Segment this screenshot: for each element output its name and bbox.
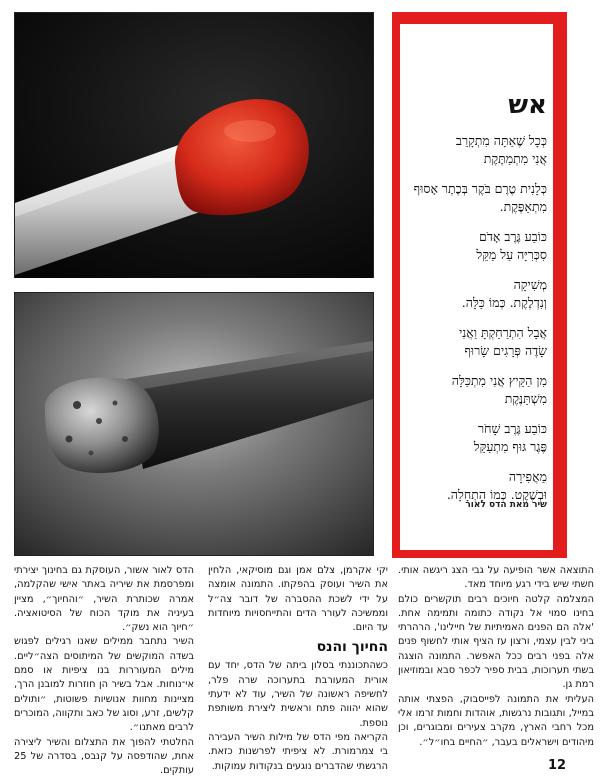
- paragraph: המצלמה קלטה חיוכים רבים תוקשרים כולם בחינו סמוי אל נקודה כתומה ותמימה אחת. 'אלה הם הפנים האמיתיות של חיילינו', הרהרתי ביני לבין עצמי, ורצון עז הציף אותי לחשוף פנים אלה בפני רבים ככל האפשר. התמונה הוצגה בשתי תערוכות, בבית ספיר לכפר סבא ובמוזיאון רמת גן.: [398, 593, 594, 691]
- poem-line: מִשְׁתַּנֶּקֶת: [504, 391, 547, 406]
- article-column-middle: [208, 564, 388, 774]
- poem-panel: [392, 12, 567, 558]
- poem-line: מִתְאַפֶּקֶת.: [499, 199, 547, 214]
- poem-line: וְנִדְלֶקֶת. כְּמוֹ כַּלָּה.: [461, 295, 547, 310]
- poem-line: מִן הַקֵּיץ אֲנִי מִתְכַּלָּה: [451, 373, 547, 388]
- paragraph: הדס לאור אשור, העוסקת גם בחינוך יצירתי ומפרסמת את שיריה באתר אישי שהקלמה, אמרה שכותרת השיר, ״והחיוך״, מציין בעיניה את מוקד הכוח של הסיטואציה. ״חיוך הוא נשק״.: [14, 565, 194, 634]
- paragraph: כשהתכוננתי בסלון ביתה של הדס, יחד עם אורית המעורבת בתערוכה שרה פלר, לחשיפה ראשונה של השיר, עוד לא ידעתי שהוא יהווה פתח וראשית ליצירת משותפת נוספת.: [208, 660, 388, 729]
- section-heading: החיוך והנס: [316, 639, 388, 656]
- paragraph: השיר נתחבר ממילים שאנו רגילים לפגוש בשדה המוקשים של המיתוסים הצה״ליים. מילים המעוררות בנו ציפיות או סמם אי־נוחות. אבל בשיר הן חוזרות למובנן הרך, מציינות מחוות אנושיות פשוטות, ״ותולים קלשים, זרע, וסוג של כאב ותקווה, המוכרים לרבים מאתנו״.: [14, 636, 194, 734]
- poem-line: וּבְשֶׁקֶט. כְּמוֹ הַתְחָלָה.: [446, 487, 547, 502]
- poem-line: כּוֹבַע גֶּרֶב אָדֹם: [479, 229, 547, 244]
- page-number: 12: [548, 758, 567, 773]
- poem-stanza: [399, 324, 547, 360]
- article-column-left: [14, 564, 194, 778]
- article-column-right: [398, 564, 594, 750]
- paragraph: יקי אקרמן, צלם אמן וגם מוסיקאי, הלחין את השיר ועוסק בהפקתו. התמונה אומצה על ידי לשכת ההסברה של דובר צה״ל וממשיכה לעורר הדים והתייחסויות מיוחדות עד היום.: [208, 565, 388, 634]
- poem-title: אש: [508, 90, 547, 120]
- poem-line: כּוֹבַע גֶּרֶב שָׁחֹר: [477, 421, 547, 436]
- poem-line: מַאֲפִירָה: [508, 469, 547, 484]
- poem-line: מְשִׁיקָה: [513, 277, 547, 292]
- poem-stanza: [399, 228, 547, 264]
- paragraph: הקריאה מפי הדס של מילות השיר העבירה בי צמרמורת. לא ציפיתי לפרשנות כזאת. הרגשתי שהדברים נוגעים בנקודות עמוקות.: [208, 731, 388, 772]
- paragraph: התוצאה אשר הופיעה על גבי הצג ריגשה אותי. חשתי שיש בידי רגע מיוחד מאד.: [398, 565, 594, 591]
- poem-stanza: [399, 372, 547, 408]
- poem-stanza: [399, 180, 547, 216]
- poem-line: שָׂדֶה פְּרָגִים שָׂרוּף: [464, 343, 547, 358]
- poem-stanza: [399, 132, 547, 168]
- poem-line: סִכְּרִיָּה עַל מַקֵּל: [476, 247, 547, 262]
- poem-line: פֶּגֶר גּוּף מִתְעַקֵּל: [473, 439, 547, 454]
- photo-divider: [14, 278, 374, 292]
- poem-line: אֲבָל הִתְרַחַקְתָּ וַאֲנִי: [458, 325, 547, 340]
- red-match-photo: [14, 12, 374, 280]
- poem-line: אֲנִי מִתְמַתֶּקֶת: [483, 151, 547, 166]
- burnt-match-photo: [14, 292, 374, 556]
- poem-credit: שיר מאת הדס לאור: [465, 500, 547, 510]
- poem-line: כְּכָל שֶׁאַתָּה מִתְקָרֵב: [455, 133, 547, 148]
- poem-stanza: [399, 420, 547, 456]
- paragraph: העליתי את התמונה לפייסבוק, הפצתי אותה במייל, ותגובות נרגשות, אוהדות וחמות זרמו אלי מכל רחבי הארץ, מקרב צעירים ומבוגרים, וכן מיהודים וישראלים בעבר, ״החיים בחו״ל״.: [398, 693, 594, 748]
- top-band: [0, 0, 608, 8]
- poem-box: [400, 24, 553, 550]
- burnt-match-illustration: [15, 293, 373, 555]
- poem-stanza: [399, 276, 547, 312]
- poem-line: כְּלָנִית טֶרֶם בֹּקֶר בְּכֶתֶר אָסוּף: [413, 181, 547, 196]
- red-match-illustration: [15, 13, 373, 279]
- paragraph: החלטתי להפוך את התצלום והשיר ליצירה אחת, שהודפסה על קנבס, בסדרה של 25 עותקים.: [14, 736, 194, 777]
- poem-stanza: [399, 468, 547, 504]
